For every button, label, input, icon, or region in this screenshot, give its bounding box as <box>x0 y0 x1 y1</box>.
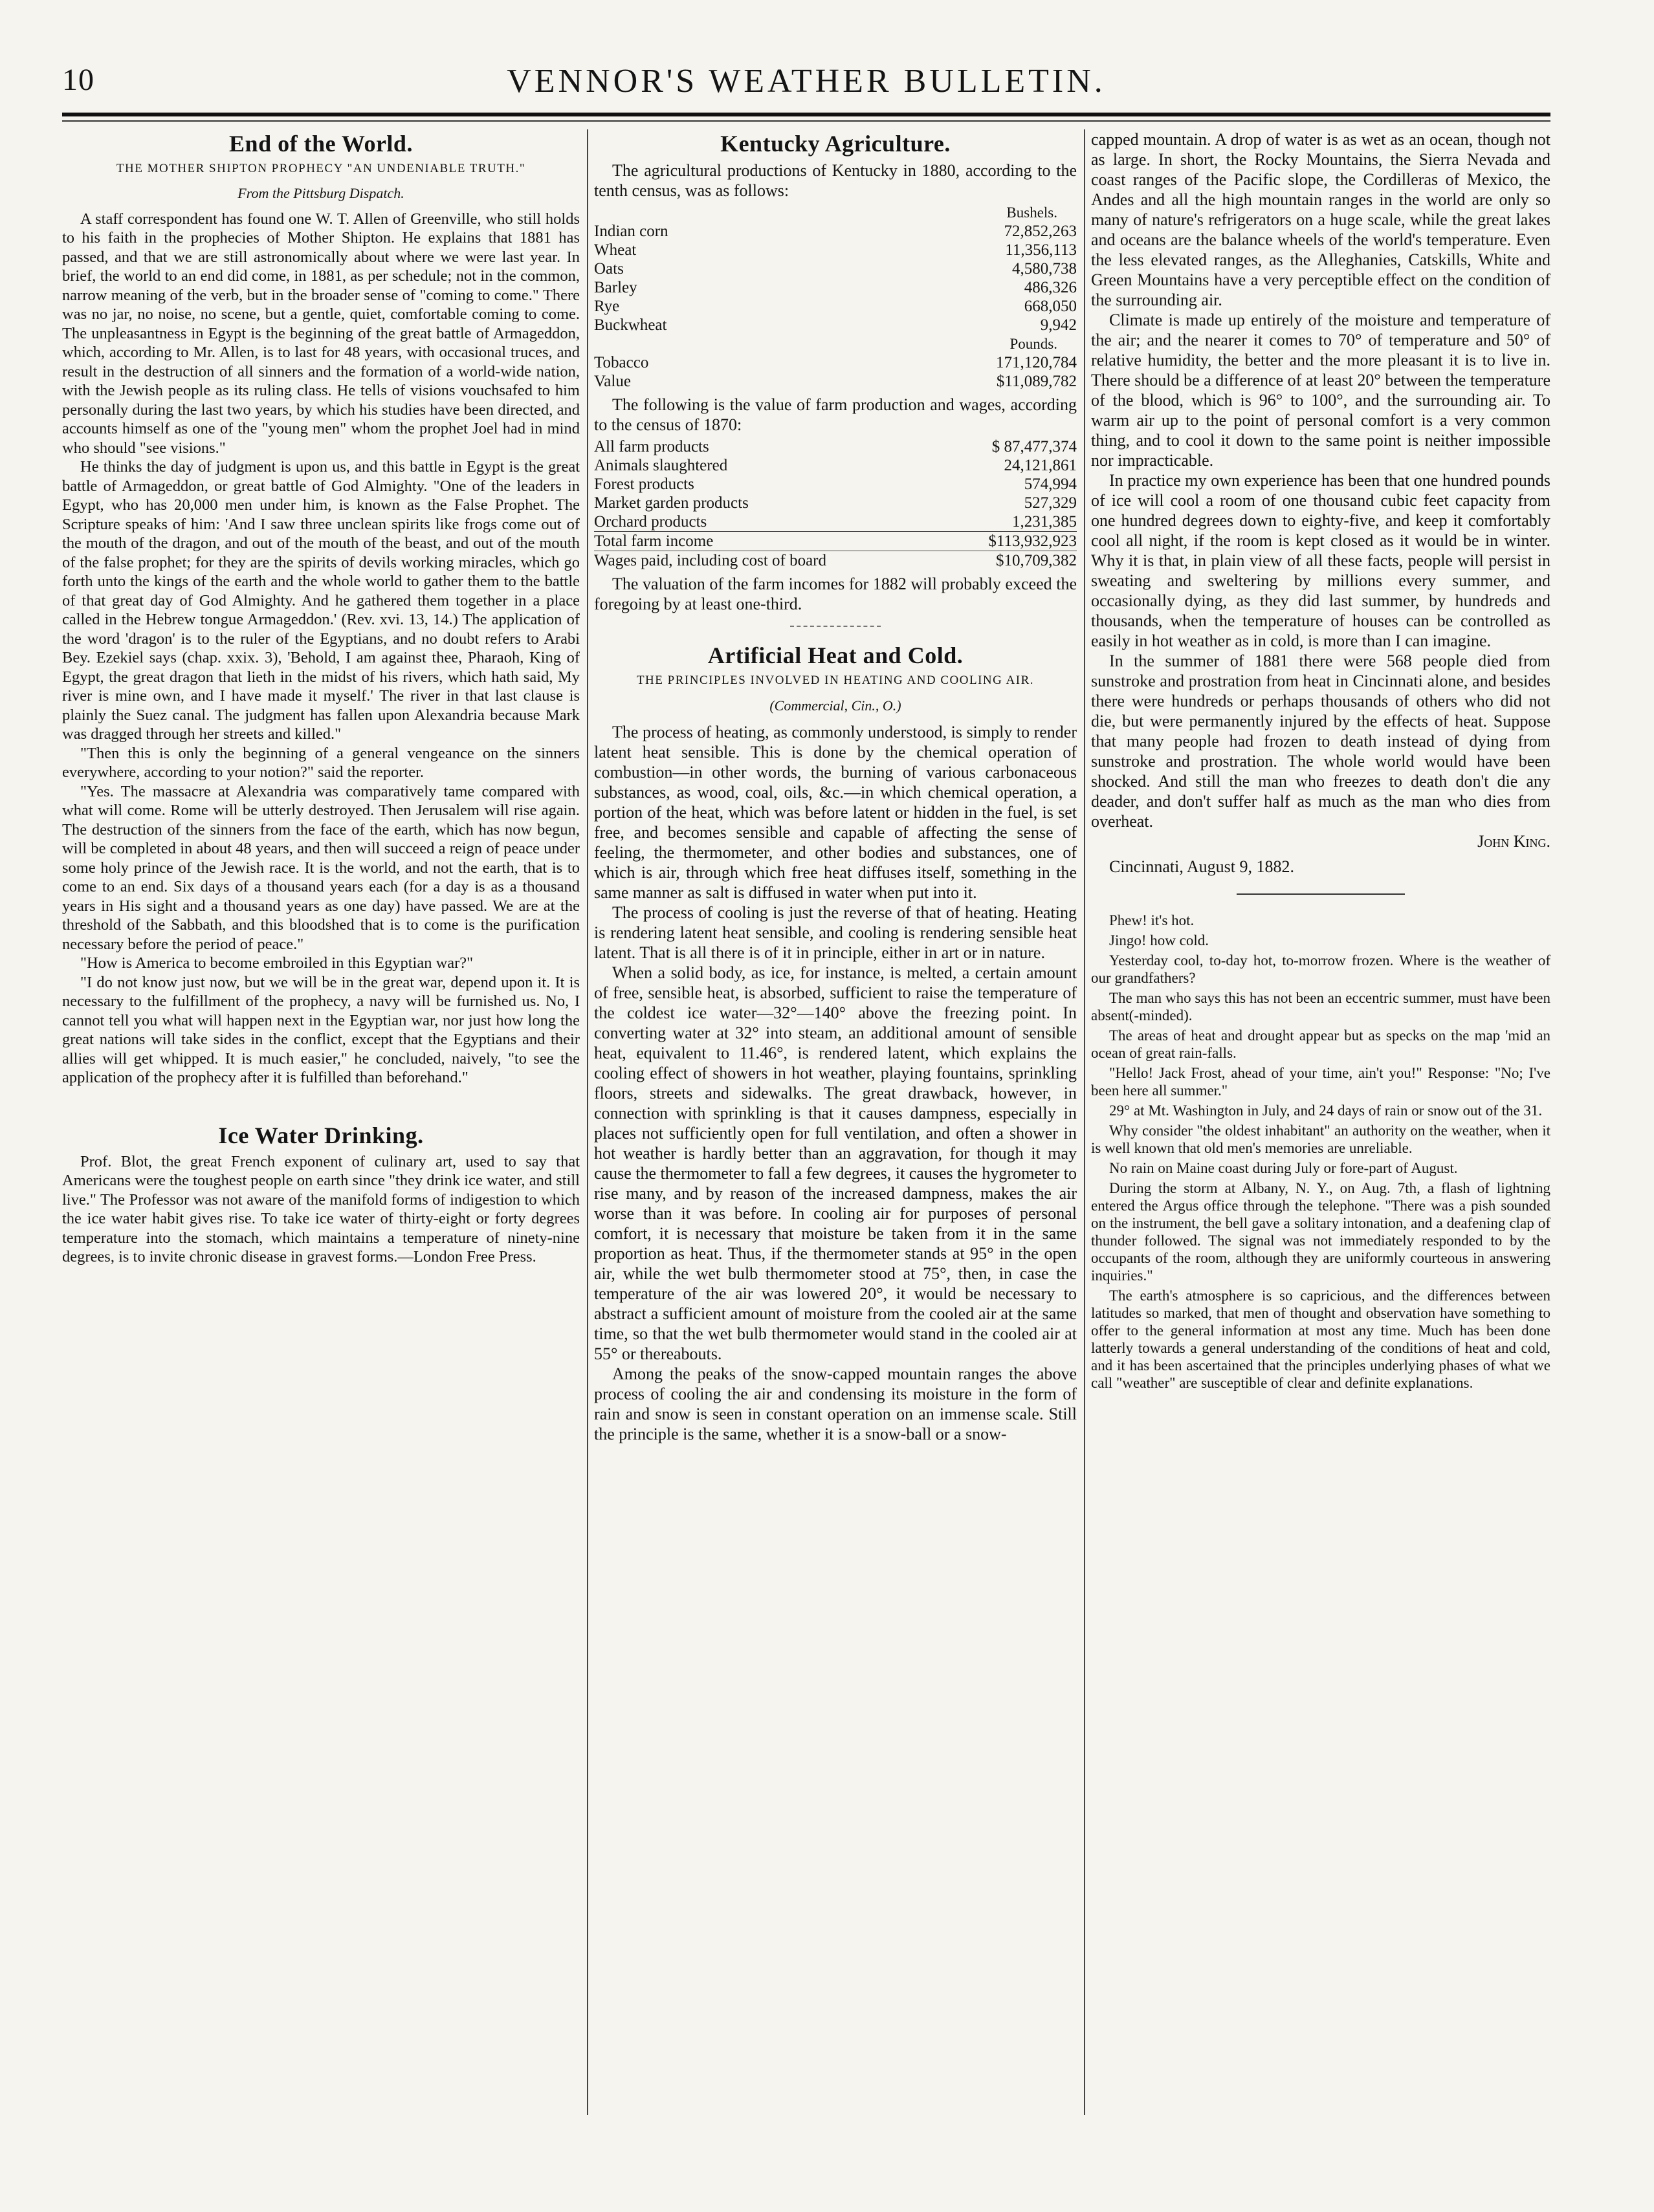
table-row: Oats 4,580,738 <box>594 260 1077 278</box>
column-2 <box>594 129 1077 2115</box>
note-item: 29° at Mt. Washington in July, and 24 days of rain or snow out of the 31. <box>1109 1102 1543 1119</box>
table-row: Rye 668,050 <box>594 298 1077 315</box>
table-row: Orchard products 1,231,385 <box>594 513 1077 531</box>
article-paragraph: The process of cooling is just the reverse of that of heating. Heating is rendering latent heat sensible, and cooling is rendering sensible heat latent. That is all there is of it in principle, either in art or in nature. <box>594 903 1077 962</box>
article-headline: Kentucky Agriculture. <box>720 131 951 157</box>
article-headline: Ice Water Drinking. <box>218 1122 424 1148</box>
article-paragraph: "Then this is only the beginning of a general vengeance on the sinners everywhere, according to your notion?" said the reporter. <box>62 744 580 781</box>
section-separator <box>790 626 881 627</box>
page-number: 10 <box>62 63 94 97</box>
article-paragraph: capped mountain. A drop of water is as wet as an ocean, though not as large. In short, the Rocky Mountains, the Sierra Nevada and coast ranges of the Pacific slope, the Cordilleras of Mexico, the Andes and all the high mountain ranges in the world are only so many of nature's refrigerators on a huge scale, while the great lakes and oceans are the balance wheels of the world's temperature. Even the less elevated ranges, as the Alleghanies, Catskills, White and Green Mountains have a very perceptible effect on the condition of the surrounding air. <box>1091 130 1550 309</box>
article-source: From the Pittsburg Dispatch. <box>237 185 404 201</box>
table-row: Wheat 11,356,113 <box>594 241 1077 259</box>
masthead-rule-thin <box>62 120 1550 122</box>
masthead <box>62 60 1550 113</box>
article-source: (Commercial, Cin., O.) <box>769 697 901 714</box>
publication-title: VENNOR'S WEATHER BULLETIN. <box>507 63 1106 100</box>
table-row: Indian corn 72,852,263 <box>594 223 1077 240</box>
table-row: Buckwheat 9,942 <box>594 316 1077 334</box>
section-separator <box>1237 893 1405 895</box>
farm-value-table <box>594 437 1077 570</box>
note-item: Jingo! how cold. <box>1109 932 1209 948</box>
unit-label: Bushels. <box>1006 204 1057 221</box>
note-item: "Hello! Jack Frost, ahead of your time, ain't you!" Response: "No; I've been here all summer." <box>1091 1065 1550 1099</box>
column-divider <box>1084 129 1085 2115</box>
article-subhead: THE PRINCIPLES INVOLVED IN HEATING AND COOLING AIR. <box>636 673 1035 687</box>
article-paragraph: Climate is made up entirely of the moisture and temperature of the air; and the nearer it comes to 70° of temperature and 50° of relative humidity, the better and the more pleasant it is to live in. There should be a difference of at least 20° between the temperature of the blood, which is 96° to 100°, and the surrounding air. To warm air up to the point of personal comfort is a very common thing, and to cool it down to the same point is neither impossible nor impracticable. <box>1091 311 1550 470</box>
note-item: Why consider "the oldest inhabitant" an authority on the weather, when it is well known that old men's memories are unreliable. <box>1091 1122 1550 1156</box>
article-paragraph: He thinks the day of judgment is upon us, and this battle in Egypt is the great battle of Armageddon, or great battle of God Almighty. "One of the leaders in Egypt, who has 20,000 men under him, is known as the False Prophet. The Scripture speaks of him: 'And I saw three unclean spirits like frogs come out of the mouth of the dragon, and out of the mouth of the beast, and out of the mouth of the false prophet; for they are the spirits of devils working miracles, which go forth unto the kings of the earth and the whole world to gather them to the battle of that great day of God Almighty. And he gathered them together in a place called in the Hebrew tongue Armageddon.' (Rev. xvi. 13, 14.) The application of the word 'dragon' is to the ruler of the Egyptians, and no doubt refers to Arabi Bey. Ezekiel says (chap. xxix. 3), 'Behold, I am against thee, Pharaoh, King of Egypt, the great dragon that lieth in the midst of his rivers, which hath said, My river is mine own, and I have made it myself.' The river in that last clause is plainly the Suez canal. The judgment has fallen upon Alexandria because Mark was dragged through her streets and killed." <box>62 458 580 743</box>
column-3 <box>1091 129 1550 2115</box>
article-paragraph: When a solid body, as ice, for instance, is melted, a certain amount of free, sensible heat, is absorbed, sufficient to raise the temperature of the coldest ice water—32°—140° above the freezing point. In converting water at 32° into steam, an additional amount of sensible heat, equivalent to 11.46°, is rendered latent, which explains the cooling effect of showers in hot weather, playing fountains, sprinkling floors, streets and sidewalks. The great drawback, however, in connection with sprinkling is that it causes dampness, especially in places not sufficiently open for full ventilation, and often a shower in hot weather is hardly better than an aggravation, for though it may cause the thermometer to fall a few degrees, it causes the hygrometer to rise many, and by reason of the increased dampness, makes the air worse than it was before. In cooling air for purposes of personal comfort, it is necessary that moisture be taken from it in the same proportion as heat. Thus, if the thermometer stands at 95° in the open air, while the wet bulb thermometer stood at 75°, then, in case the temperature of the air was lowered 20°, it would be necessary to abstract a sufficient amount of moisture from the cooled air at the same time, so that the wet bulb thermometer would stand in the cooled air at 55° or thereabouts. <box>594 963 1077 1363</box>
table-row: Forest products 574,994 <box>594 476 1077 493</box>
table-row: Animals slaughtered 24,121,861 <box>594 457 1077 474</box>
author-signature: John King. <box>1477 832 1550 851</box>
article-paragraph: "I do not know just now, but we will be in the great war, depend upon it. It is necessary to the fulfillment of the prophecy, a navy will be furnished us. No, I cannot tell you what will happen next in the Egyptian war, nor just how long the great nations will take sides in the conflict, except that the Egyptians and their allies will get whipped. It is much easier," he concluded, naively, "to see the application of the prophecy after it is fulfilled than beforehand." <box>62 973 580 1086</box>
note-item: Yesterday cool, to-day hot, to-morrow frozen. Where is the weather of our grandfathers? <box>1091 952 1550 986</box>
note-item: The areas of heat and drought appear but as specks on the map 'mid an ocean of great rain-falls. <box>1091 1027 1550 1061</box>
crop-table <box>594 203 1077 391</box>
article-paragraph: "How is America to become embroiled in this Egyptian war?" <box>80 954 474 972</box>
article-paragraph: The agricultural productions of Kentucky in 1880, according to the tenth census, was as follows: <box>594 161 1077 200</box>
column-divider <box>587 129 588 2115</box>
note-item: Phew! it's hot. <box>1109 912 1195 928</box>
table-row: Value $11,089,782 <box>594 373 1077 390</box>
article-paragraph: Among the peaks of the snow-capped mountain ranges the above process of cooling the air and condensing its moisture in the form of rain and snow is seen in constant operation on an immense scale. Still the principle is the same, whether it is a snow-ball or a snow- <box>594 1364 1077 1443</box>
article-subhead: THE MOTHER SHIPTON PROPHECY "AN UNDENIABLE TRUTH." <box>116 162 526 175</box>
table-row-total: Total farm income $113,932,923 <box>594 532 1077 550</box>
article-paragraph: "Yes. The massacre at Alexandria was comparatively tame compared with what will come. Rome will be utterly destroyed. Then Jerusalem will rise again. The destruction of the sinners from the face of the earth, which has now begun, will be completed in about 48 years, and then will succeed a reign of peace under some holy prince of the Jewish race. It is the world, and not the earth, that is to come to an end. Six days of a thousand years each (for a day is as a thousand years in His sight and a thousand years as one day) have passed. We are at the threshold of the Sabbath, and this bloodshed that is to come is the purification necessary before the period of peace." <box>62 782 580 953</box>
place-date: Cincinnati, August 9, 1882. <box>1109 857 1294 876</box>
article-paragraph: A staff correspondent has found one W. T. Allen of Greenville, who still holds to his faith in the prophecies of Mother Shipton. He explains that 1881 has passed, and that we are still astronomically about where we were last year. In brief, the world to an end did come, in 1881, as per schedule; not in the common, narrow meaning of the verb, but in the broader sense of "coming to come." There was no jar, no noise, no scene, but a gentle, quiet, comfortable coming to come. The unpleasantness in Egypt is the beginning of the great battle of Armageddon, which, according to Mr. Allen, is to last for 48 years, with occasional truces, and result in the destruction of all sinners and the formation of a world-wide nation, with the Jewish people as its ruling class. He tells of visions vouchsafed to him personally during the last two years, by which his studies have been directed, and accounts himself as one of the "young men" whom the prophet Joel had in mind who should "see visions." <box>62 210 580 457</box>
article-paragraph: Prof. Blot, the great French exponent of culinary art, used to say that Americans were the toughest people on earth since "they drink ice water, and still live." The Professor was not aware of the manifold forms of indigestion to which the ice water habit gives rise. To take ice water of thirty-eight or forty degrees temperature into the stomach, which maintains a temperature of ninety-nine degrees, is to invite chronic disease in gravest forms.—London Free Press. <box>62 1152 580 1265</box>
article-paragraph: The following is the value of farm production and wages, according to the census of 1870: <box>594 395 1077 434</box>
column-1 <box>62 129 580 2115</box>
unit-label: Pounds. <box>1009 336 1057 352</box>
article-paragraph: In practice my own experience has been that one hundred pounds of ice will cool a room of one thousand cubic feet capacity from one hundred degrees down to eighty-five, and keep it comfortably cool all night, if the room is kept closed as it would be in winter. Why it is that, in plain view of all these facts, people will persist in sweating and sweltering by millions every summer, and occasionally dying, as they did last summer, by hundreds and thousands, when the temperature of houses can be controlled as easily in hot weather as in cold, is more than I can imagine. <box>1091 471 1550 650</box>
article-paragraph: In the summer of 1881 there were 568 people died from sunstroke and prostration from heat in Cincinnati alone, and besides there were hundreds or perhaps thousands of others who did not die, but were permanently injured by the effects of heat. Suppose that many people had frozen to death instead of dying from sunstroke and prostration. The whole world would have been shocked. And still the man who freezes to death don't die any deader, and don't suffer half as much as the man who dies from overheat. <box>1091 652 1550 831</box>
table-row: All farm products $ 87,477,374 <box>594 438 1077 455</box>
table-row: Market garden products 527,329 <box>594 494 1077 512</box>
note-item: The man who says this has not been an eccentric summer, must have been absent(-minded). <box>1091 990 1550 1024</box>
table-row: Barley 486,326 <box>594 279 1077 296</box>
article-paragraph: The process of heating, as commonly understood, is simply to render latent heat sensible. This is done by the chemical operation of combustion—in other words, the burning of various carbonaceous substances, as wood, coal, oils, &c.—in which chemical operation, a portion of the heat, which was before latent or hidden in the fuel, is set free, and becomes sensible and capable of affecting the sense of feeling, the thermometer, and other bodies and substances, one of which is air, through which free heat diffuses itself, something in the same manner as salt is diffused in water when put into it. <box>594 723 1077 902</box>
article-headline: Artificial Heat and Cold. <box>707 642 964 668</box>
weather-notes <box>1091 912 1550 1392</box>
note-item: During the storm at Albany, N. Y., on Aug. 7th, a flash of lightning entered the Argus office through the telephone. "There was a pish sounded on the instrument, the bell gave a solitary intonation, and a deafening clap of thunder followed. The signal was not immediately responded to by the occupants of the room, although they are uniformly courteous in answering inquiries." <box>1091 1180 1550 1284</box>
table-row: Tobacco 171,120,784 <box>594 354 1077 371</box>
table-row-wages: Wages paid, including cost of board $10,709,382 <box>594 552 1077 569</box>
article-headline: End of the World. <box>229 131 413 157</box>
article-paragraph: The valuation of the farm incomes for 1882 will probably exceed the foregoing by at least one-third. <box>594 575 1077 613</box>
note-item: The earth's atmosphere is so capricious, and the differences between latitudes so marked, that men of thought and observation have something to offer to the general information at most any time. Much has been done latterly towards a general understanding of the conditions of heat and cold, and it has been ascertained that the principles underlying phases of what we call "weather" are susceptible of clear and definite explanations. <box>1091 1287 1550 1391</box>
note-item: No rain on Maine coast during July or fore-part of August. <box>1109 1160 1458 1176</box>
masthead-rule <box>62 113 1550 116</box>
